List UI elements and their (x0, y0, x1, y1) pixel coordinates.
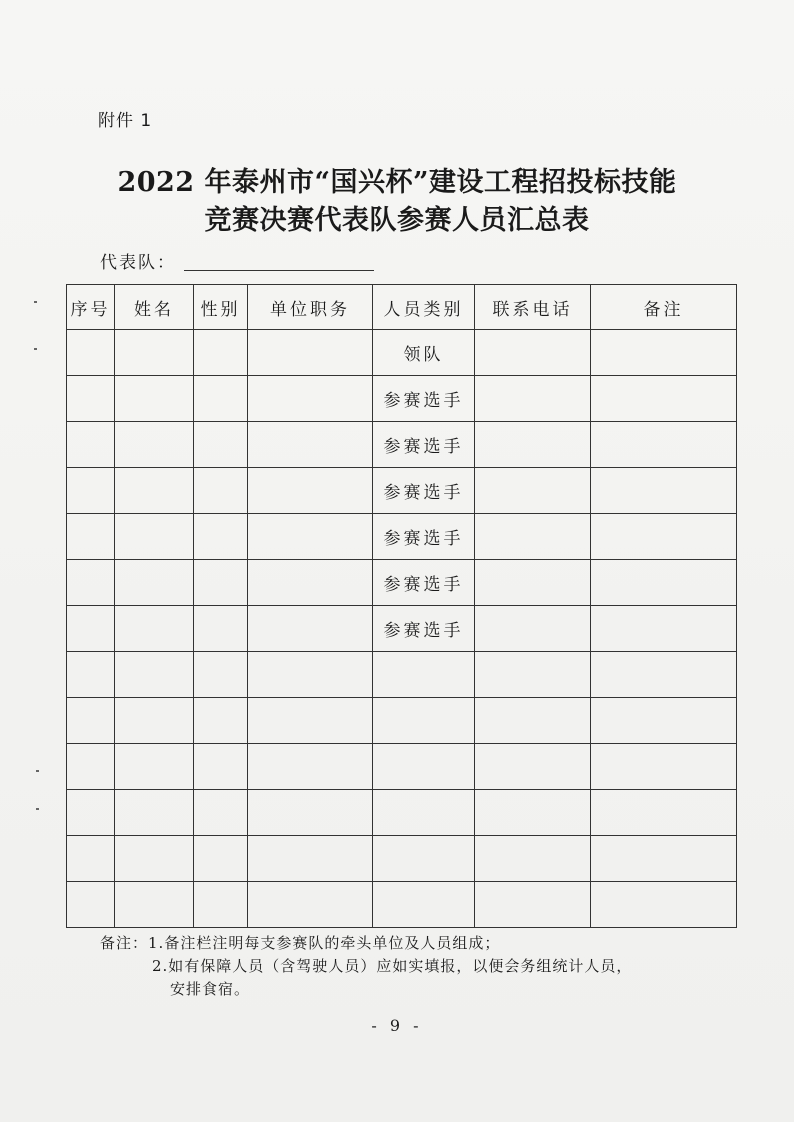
cell-index[interactable] (67, 882, 115, 928)
cell-position[interactable] (248, 468, 373, 514)
scan-mark (36, 770, 39, 772)
cell-index[interactable] (67, 422, 115, 468)
cell-category[interactable] (373, 882, 475, 928)
table-row (67, 422, 737, 468)
note-line-1 (100, 932, 632, 955)
notes-section (100, 932, 632, 1001)
cell-phone[interactable] (475, 468, 591, 514)
cell-category: 参赛选手 (373, 422, 475, 468)
cell-phone[interactable] (475, 836, 591, 882)
cell-remarks[interactable] (591, 652, 737, 698)
header-remarks: 备注 (591, 285, 737, 330)
cell-category[interactable] (373, 652, 475, 698)
table-row (67, 790, 737, 836)
cell-name[interactable] (115, 560, 194, 606)
cell-phone[interactable] (475, 560, 591, 606)
cell-gender[interactable] (194, 744, 248, 790)
note-line-3: 安排食宿。 (170, 980, 251, 998)
cell-index[interactable] (67, 376, 115, 422)
cell-category: 参赛选手 (373, 606, 475, 652)
cell-phone[interactable] (475, 790, 591, 836)
cell-index[interactable] (67, 836, 115, 882)
header-gender: 性别 (194, 285, 248, 330)
cell-remarks[interactable] (591, 560, 737, 606)
cell-category: 参赛选手 (373, 560, 475, 606)
cell-remarks[interactable] (591, 744, 737, 790)
table-row (67, 698, 737, 744)
team-field (100, 248, 176, 273)
header-position: 单位职务 (248, 285, 373, 330)
cell-remarks[interactable] (591, 836, 737, 882)
cell-category: 参赛选手 (373, 468, 475, 514)
cell-index[interactable] (67, 606, 115, 652)
cell-position[interactable] (248, 790, 373, 836)
table-row (67, 330, 737, 376)
document-title-line-1: 2022 年泰州市“国兴杯”建设工程招投标技能 (117, 167, 677, 198)
cell-index[interactable] (67, 468, 115, 514)
cell-phone[interactable] (475, 514, 591, 560)
cell-position[interactable] (248, 330, 373, 376)
header-name: 姓名 (115, 285, 194, 330)
cell-position[interactable] (248, 652, 373, 698)
cell-remarks[interactable] (591, 514, 737, 560)
header-category: 人员类别 (373, 285, 475, 330)
cell-category[interactable] (373, 744, 475, 790)
cell-category: 参赛选手 (373, 514, 475, 560)
cell-gender[interactable] (194, 330, 248, 376)
page-number: - 9 - (371, 1016, 423, 1035)
cell-name[interactable] (115, 790, 194, 836)
cell-phone[interactable] (475, 744, 591, 790)
cell-position[interactable] (248, 376, 373, 422)
cell-gender[interactable] (194, 514, 248, 560)
cell-remarks[interactable] (591, 376, 737, 422)
cell-gender[interactable] (194, 468, 248, 514)
cell-phone[interactable] (475, 330, 591, 376)
cell-index[interactable] (67, 698, 115, 744)
team-underline (184, 270, 374, 271)
cell-gender[interactable] (194, 606, 248, 652)
table-row (67, 744, 737, 790)
cell-index[interactable] (67, 744, 115, 790)
cell-name[interactable] (115, 422, 194, 468)
cell-phone[interactable] (475, 652, 591, 698)
cell-index[interactable] (67, 652, 115, 698)
cell-name[interactable] (115, 882, 194, 928)
header-index: 序号 (67, 285, 115, 330)
cell-name[interactable] (115, 468, 194, 514)
cell-category: 领队 (373, 330, 475, 376)
notes-prefix: 备注： (100, 934, 149, 952)
team-label: 代表队： (100, 253, 176, 273)
note-item-1: 1.备注栏注明每支参赛队的牵头单位及人员组成； (148, 934, 501, 952)
cell-remarks[interactable] (591, 330, 737, 376)
table-row (67, 468, 737, 514)
cell-name[interactable] (115, 836, 194, 882)
cell-name[interactable] (115, 744, 194, 790)
table-header-row (67, 285, 737, 330)
cell-position[interactable] (248, 744, 373, 790)
table-row (67, 882, 737, 928)
table-row (67, 514, 737, 560)
document-title-line-2: 竞赛决赛代表队参赛人员汇总表 (204, 205, 590, 236)
cell-name[interactable] (115, 652, 194, 698)
cell-gender[interactable] (194, 422, 248, 468)
cell-remarks[interactable] (591, 882, 737, 928)
scan-mark (34, 348, 37, 350)
cell-phone[interactable] (475, 606, 591, 652)
cell-name[interactable] (115, 514, 194, 560)
table-row (67, 836, 737, 882)
table-row (67, 376, 737, 422)
cell-index[interactable] (67, 514, 115, 560)
table-row (67, 606, 737, 652)
cell-position[interactable] (248, 698, 373, 744)
cell-position[interactable] (248, 514, 373, 560)
cell-gender[interactable] (194, 560, 248, 606)
cell-gender[interactable] (194, 882, 248, 928)
cell-gender[interactable] (194, 836, 248, 882)
cell-index[interactable] (67, 790, 115, 836)
cell-category[interactable] (373, 698, 475, 744)
cell-gender[interactable] (194, 698, 248, 744)
cell-category[interactable] (373, 790, 475, 836)
cell-phone[interactable] (475, 376, 591, 422)
attachment-label: 附件 1 (98, 111, 153, 131)
cell-name[interactable] (115, 606, 194, 652)
cell-gender[interactable] (194, 790, 248, 836)
header-phone: 联系电话 (475, 285, 591, 330)
scan-mark (36, 808, 39, 810)
table-row (67, 652, 737, 698)
cell-name[interactable] (115, 698, 194, 744)
cell-name[interactable] (115, 376, 194, 422)
cell-position[interactable] (248, 422, 373, 468)
cell-name[interactable] (115, 330, 194, 376)
cell-phone[interactable] (475, 698, 591, 744)
cell-position[interactable] (248, 836, 373, 882)
cell-position[interactable] (248, 882, 373, 928)
cell-index[interactable] (67, 330, 115, 376)
cell-category: 参赛选手 (373, 376, 475, 422)
cell-index[interactable] (67, 560, 115, 606)
cell-remarks[interactable] (591, 698, 737, 744)
cell-remarks[interactable] (591, 790, 737, 836)
cell-remarks[interactable] (591, 468, 737, 514)
cell-position[interactable] (248, 606, 373, 652)
cell-position[interactable] (248, 560, 373, 606)
scan-mark (34, 301, 37, 303)
cell-gender[interactable] (194, 652, 248, 698)
table-row (67, 560, 737, 606)
cell-remarks[interactable] (591, 606, 737, 652)
participants-table (66, 284, 737, 928)
cell-gender[interactable] (194, 376, 248, 422)
cell-phone[interactable] (475, 422, 591, 468)
cell-phone[interactable] (475, 882, 591, 928)
cell-category[interactable] (373, 836, 475, 882)
note-line-2: 2.如有保障人员（含驾驶人员）应如实填报，以便会务组统计人员， (152, 957, 633, 975)
cell-remarks[interactable] (591, 422, 737, 468)
